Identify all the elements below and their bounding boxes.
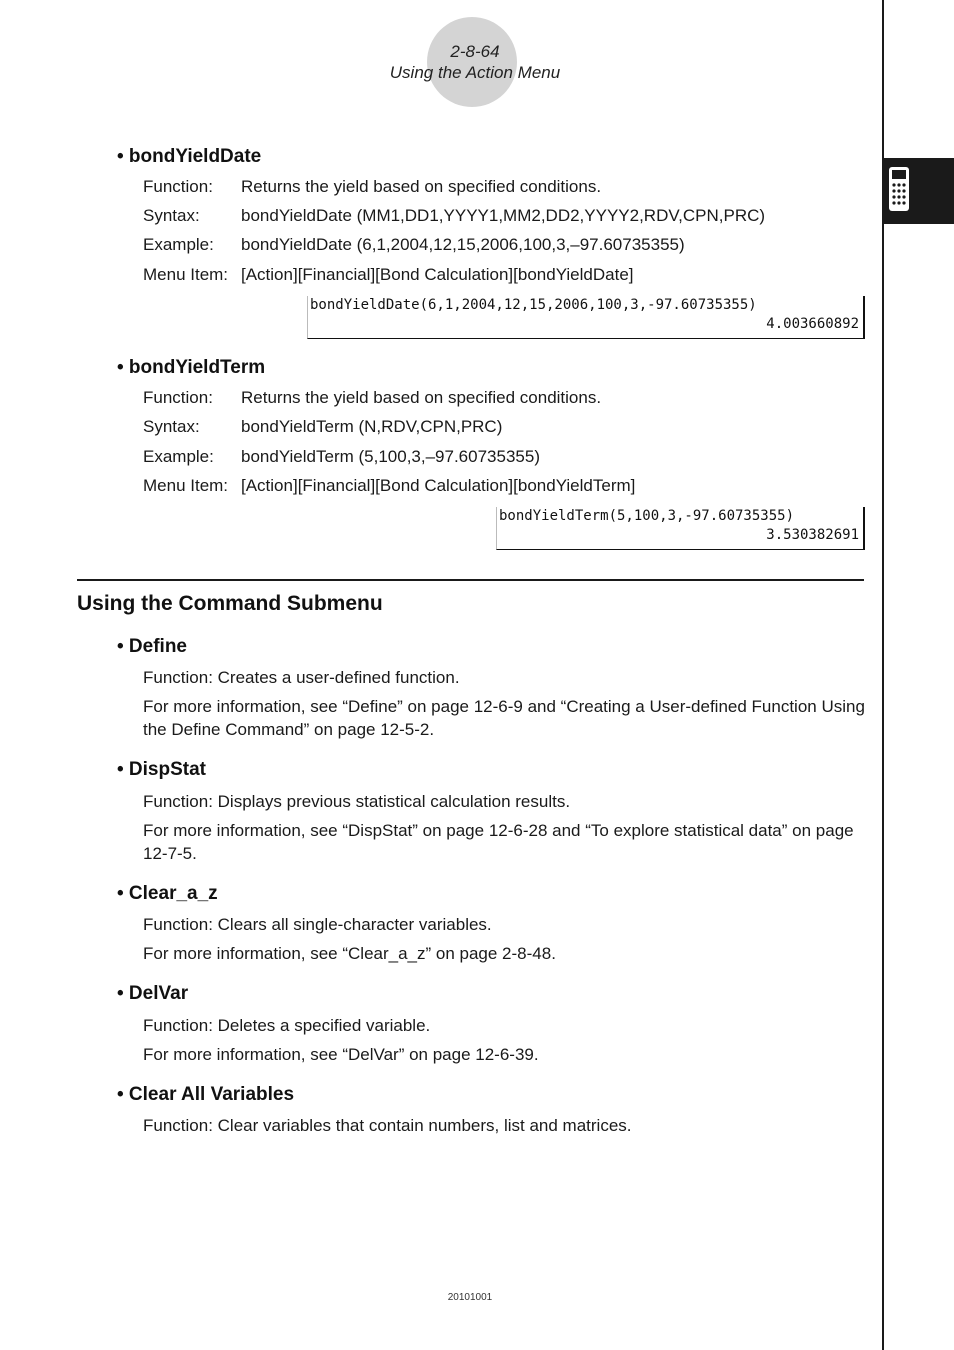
chapter-tab bbox=[884, 158, 954, 224]
define-more-info: For more information, see “Define” on page 12-6-9 and “Creating a User-defined Function Using the Define Command” on page 12-5-2. bbox=[143, 697, 865, 739]
running-title: Using the Action Menu bbox=[389, 63, 561, 82]
function-label: Function: bbox=[143, 177, 213, 196]
page-number-badge bbox=[427, 17, 517, 107]
dispstat-more-info: For more information, see “DispStat” on page 12-6-28 and “To explore statistical data” on page 12-7-5. bbox=[143, 821, 854, 863]
section-divider bbox=[77, 579, 864, 581]
example-label: Example: bbox=[143, 447, 214, 466]
menu-item-text: [Action][Financial][Bond Calculation][bondYieldTerm] bbox=[241, 476, 636, 495]
calculator-icon bbox=[888, 166, 910, 212]
delvar-heading: • DelVar bbox=[117, 983, 189, 1004]
clear-a-z-function: Function: Clears all single-character variables. bbox=[143, 915, 492, 934]
syntax-text: bondYieldDate (MM1,DD1,YYYY1,MM2,DD2,YYYY2,RDV,CPN,PRC) bbox=[241, 206, 766, 225]
function-text: Returns the yield based on specified conditions. bbox=[241, 388, 602, 407]
screen-expression: bondYieldDate(6,1,2004,12,15,2006,100,3,-97.60735355) bbox=[310, 297, 757, 313]
screen-result: 3.530382691 bbox=[766, 527, 859, 543]
clear-all-variables-function: Function: Clear variables that contain numbers, list and matrices. bbox=[143, 1116, 632, 1135]
function-label: Function: bbox=[143, 388, 213, 407]
dispstat-function: Function: Displays previous statistical calculation results. bbox=[143, 792, 571, 811]
define-function: Function: Creates a user-defined function. bbox=[143, 668, 460, 687]
example-text: bondYieldDate (6,1,2004,12,15,2006,100,3,–97.60735355) bbox=[241, 235, 685, 254]
syntax-label: Syntax: bbox=[143, 417, 200, 436]
delvar-function: Function: Deletes a specified variable. bbox=[143, 1016, 431, 1035]
calculator-screen bbox=[496, 507, 865, 550]
example-label: Example: bbox=[143, 235, 214, 254]
clear-all-variables-heading: • Clear All Variables bbox=[117, 1084, 295, 1105]
bond-yield-date-heading: • bondYieldDate bbox=[117, 146, 262, 167]
menu-item-label: Menu Item: bbox=[143, 265, 229, 284]
footer-code: 20101001 bbox=[447, 1292, 493, 1303]
syntax-label: Syntax: bbox=[143, 206, 200, 225]
screen-expression: bondYieldTerm(5,100,3,-97.60735355) bbox=[499, 508, 795, 524]
dispstat-heading: • DispStat bbox=[117, 759, 206, 780]
function-text: Returns the yield based on specified conditions. bbox=[241, 177, 602, 196]
clear-a-z-more-info: For more information, see “Clear_a_z” on page 2-8-48. bbox=[143, 944, 556, 963]
section-title: Using the Command Submenu bbox=[77, 592, 383, 615]
clear-a-z-heading: • Clear_a_z bbox=[117, 883, 218, 904]
screen-result: 4.003660892 bbox=[766, 316, 859, 332]
define-heading: • Define bbox=[117, 636, 187, 657]
syntax-text: bondYieldTerm (N,RDV,CPN,PRC) bbox=[241, 417, 503, 436]
calculator-screen bbox=[307, 296, 865, 339]
menu-item-label: Menu Item: bbox=[143, 476, 229, 495]
example-text: bondYieldTerm (5,100,3,–97.60735355) bbox=[241, 447, 540, 466]
page-number: 2-8-64 bbox=[450, 42, 500, 61]
delvar-more-info: For more information, see “DelVar” on page 12-6-39. bbox=[143, 1045, 539, 1064]
menu-item-text: [Action][Financial][Bond Calculation][bondYieldDate] bbox=[241, 265, 634, 284]
bond-yield-term-heading: • bondYieldTerm bbox=[117, 357, 266, 378]
